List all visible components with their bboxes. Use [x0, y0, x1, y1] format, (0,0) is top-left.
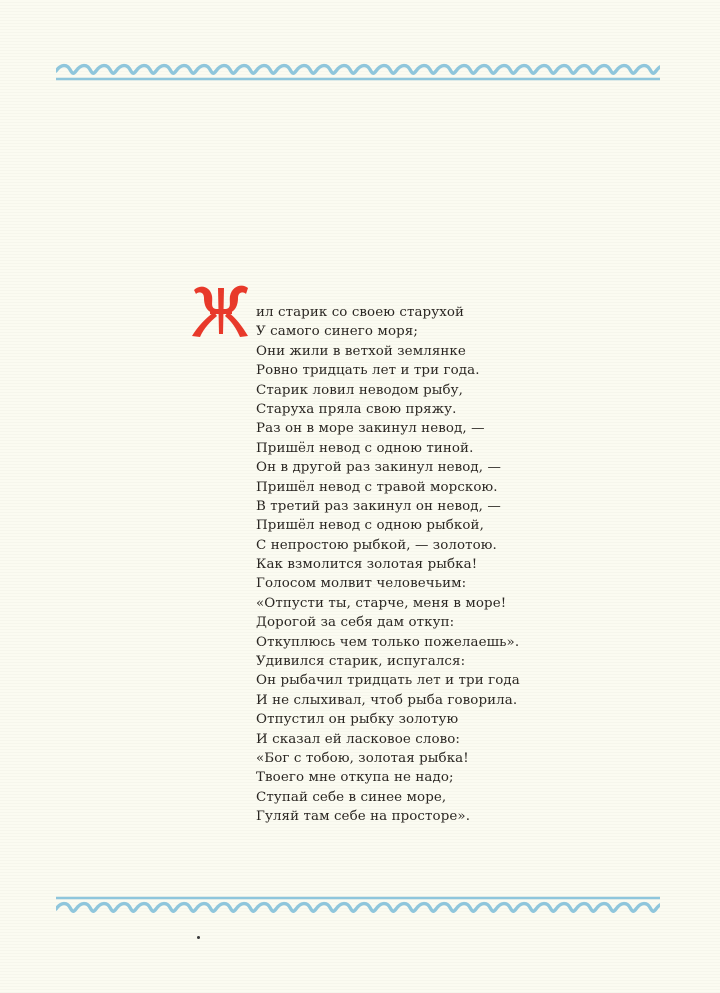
poem-line: Ступай себе в синее море,: [256, 789, 447, 805]
poem-line: И сказал ей ласковое слово:: [256, 731, 461, 747]
paper-speck: [197, 936, 200, 939]
poem-line: Ровно тридцать лет и три года.: [256, 363, 480, 379]
poem-line: Гуляй там себе на просторе».: [256, 809, 471, 825]
poem-line: Старик ловил неводом рыбу,: [256, 382, 464, 398]
poem-line: В третий раз закинул он невод, —: [256, 498, 501, 514]
poem-line: «Отпусти ты, старче, меня в море!: [256, 595, 507, 611]
poem-line: Пришёл невод с одною тиной.: [256, 440, 474, 456]
poem-line: Твоего мне откупа не надо;: [256, 770, 454, 786]
poem-line: С непростою рыбкой, — золотою.: [256, 537, 497, 553]
wave-ornament-top: [56, 58, 660, 84]
poem-line: Как взмолится золотая рыбка!: [256, 557, 478, 573]
poem-line: Откуплюсь чем только пожелаешь».: [256, 634, 520, 650]
top-wave-border: [56, 58, 660, 84]
poem-line: Раз он в море закинул невод, —: [256, 421, 485, 437]
poem-line: Пришёл невод с одною рыбкой,: [256, 518, 484, 534]
poem-line: Старуха пряла свою пряжу.: [256, 401, 457, 417]
bottom-wave-border: [56, 894, 660, 920]
poem-lines: [256, 303, 616, 827]
poem-line: И не слыхивал, чтоб рыба говорила.: [256, 692, 518, 708]
poem-line: Удивился старик, испугался:: [256, 654, 466, 670]
poem-line: «Бог с тобою, золотая рыбка!: [256, 750, 469, 766]
wave-ornament-bottom: [56, 894, 660, 920]
poem-line: ил старик со своею старухой: [256, 305, 465, 320]
drop-cap: [190, 282, 252, 340]
poem-line: Дорогой за себя дам откуп:: [256, 615, 455, 631]
poem-line: Он в другой раз закинул невод, —: [256, 460, 501, 476]
decorative-letter-zhe: [190, 282, 252, 340]
drop-cap-letter-text: [252, 282, 253, 283]
poem-line: Отпустил он рыбку золотую: [256, 712, 459, 728]
poem-line: Он рыбачил тридцать лет и три года: [256, 673, 520, 689]
poem-line: У самого синего моря;: [256, 324, 418, 340]
poem-line: Голосом молвит человечьим:: [256, 576, 467, 592]
poem-line: Пришёл невод с травой морскою.: [256, 479, 498, 495]
poem-line: Они жили в ветхой землянке: [256, 343, 466, 359]
